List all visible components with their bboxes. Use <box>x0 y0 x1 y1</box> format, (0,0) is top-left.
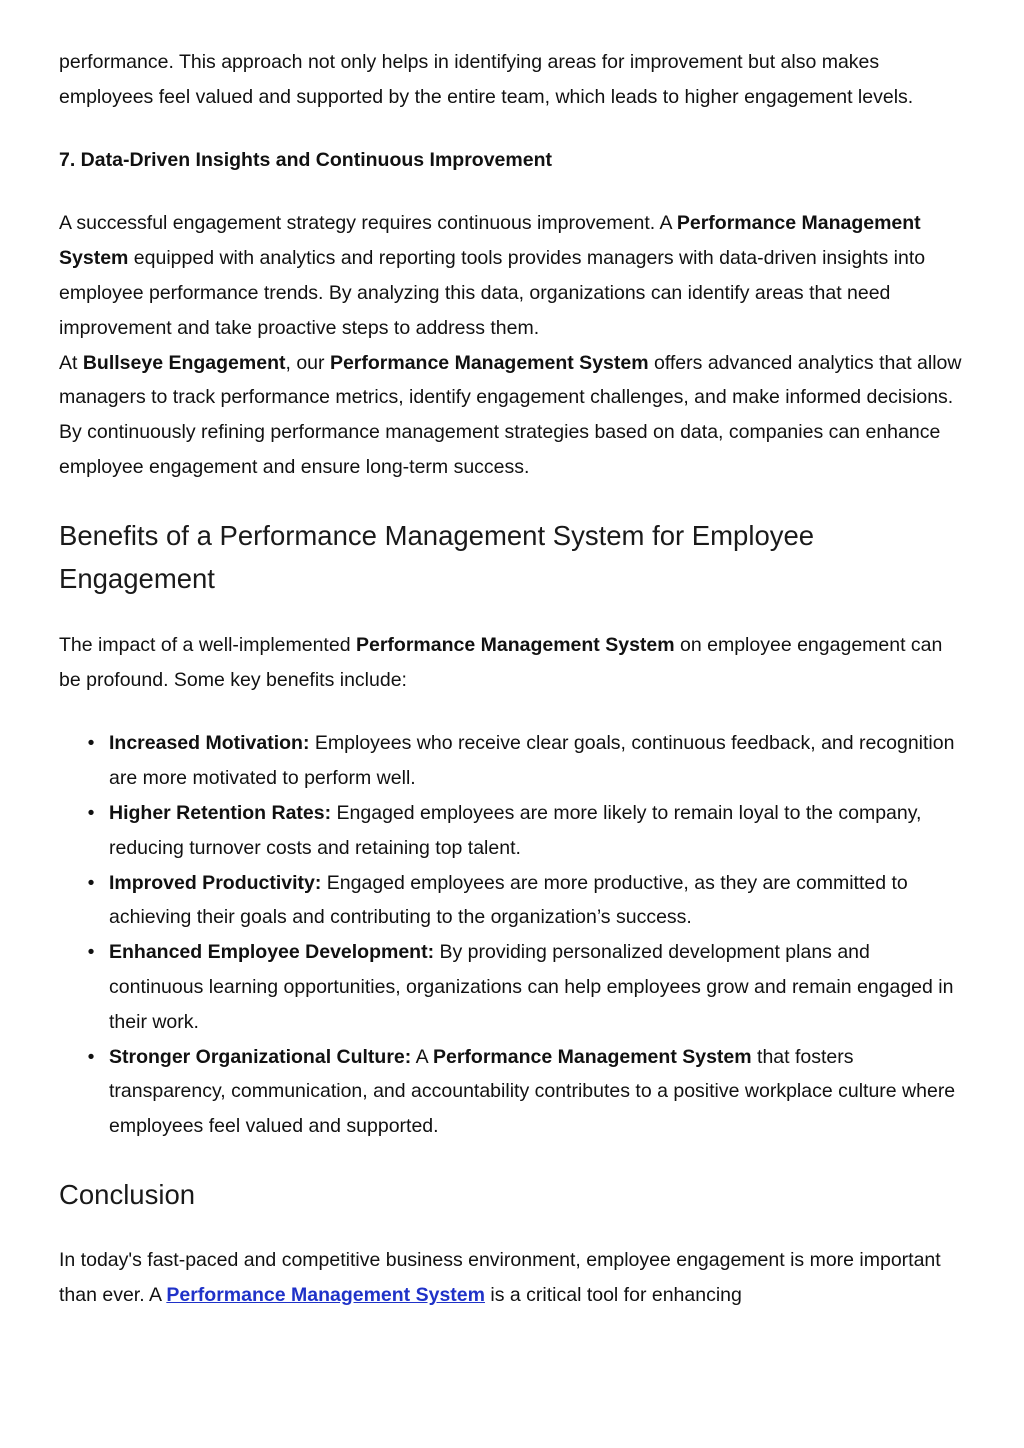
bullet-icon: • <box>87 941 95 964</box>
list-item-text: A <box>411 1045 433 1068</box>
list-item <box>59 796 964 866</box>
list-item-title: Stronger Organizational Culture: <box>109 1045 412 1068</box>
bullet-icon: • <box>87 801 95 824</box>
text-span: offers advanced analytics that allow managers to track performance metrics, identify engagement challenges, and make informed decisions. By continuously refining performance management strategies based on data, companies can enhance employee engagement and ensure long-term success. <box>59 351 962 478</box>
list-item <box>59 866 964 936</box>
list-item-title: Higher Retention Rates: <box>109 801 332 824</box>
list-item-text: that fosters transparency, communication, and accountability contributes to a positive workplace culture where employees feel valued and supported. <box>109 1045 956 1138</box>
bold-term: Performance Management System <box>329 351 649 374</box>
list-item-title: Increased Motivation: <box>109 732 310 755</box>
section-7-paragraph-2 <box>59 346 964 485</box>
text-span: is a critical tool for enhancing <box>484 1284 742 1307</box>
text-span: , our <box>285 351 330 374</box>
list-item-text: By providing personalized development plans and continuous learning opportunities, organizations can help employees grow and remain engaged in their work. <box>109 941 954 1033</box>
list-item <box>59 935 964 1039</box>
list-item <box>59 1040 964 1144</box>
bullet-icon: • <box>87 871 95 894</box>
text-span: A successful engagement strategy requires continuous improvement. A <box>59 212 677 235</box>
document-page <box>59 0 964 1313</box>
text-span: on employee engagement can be profound. Some key benefits include: <box>59 633 943 691</box>
benefits-list <box>59 726 964 1144</box>
section-7-heading: 7. Data-Driven Insights and Continuous Improvement <box>59 148 552 171</box>
bullet-icon: • <box>87 1045 95 1068</box>
section-7-paragraph-1 <box>59 206 964 345</box>
list-item-title: Enhanced Employee Development: <box>109 941 435 964</box>
list-item <box>59 726 964 796</box>
bold-term: Performance Management System <box>59 212 921 270</box>
text-span: The impact of a well-implemented <box>59 633 356 656</box>
benefits-heading: Benefits of a Performance Management System for Employee Engagement <box>59 519 815 595</box>
bold-term: Performance Management System <box>432 1045 752 1068</box>
performance-management-system-link[interactable]: Performance Management System <box>166 1284 485 1307</box>
list-item-text: Engaged employees are more likely to remain loyal to the company, reducing turnover costs and retaining top talent. <box>109 801 922 859</box>
intro-paragraph: performance. This approach not only helps in identifying areas for improvement but also makes employees feel valued and supported by the entire team, which leads to higher engagement levels. <box>59 51 914 108</box>
list-item-text: Engaged employees are more productive, as they are committed to achieving their goals and contributing to the organization’s success. <box>109 871 908 929</box>
company-name: Bullseye Engagement <box>82 351 286 374</box>
text-span: At <box>59 351 83 374</box>
conclusion-paragraph <box>59 1243 964 1313</box>
bullet-icon: • <box>87 732 95 755</box>
conclusion-heading: Conclusion <box>59 1178 196 1210</box>
text-span: In today's fast-paced and competitive business environment, employee engagement is more important than ever. A <box>59 1249 941 1307</box>
list-item-title: Improved Productivity: <box>109 871 322 894</box>
list-item-text: Employees who receive clear goals, continuous feedback, and recognition are more motivated to perform well. <box>109 732 955 790</box>
bold-term: Performance Management System <box>355 633 675 656</box>
text-span: equipped with analytics and reporting tools provides managers with data-driven insights into employee performance trends. By analyzing this data, organizations can identify areas that need improvement and take proactive steps to address them. <box>59 247 926 339</box>
benefits-intro-paragraph <box>59 628 964 698</box>
